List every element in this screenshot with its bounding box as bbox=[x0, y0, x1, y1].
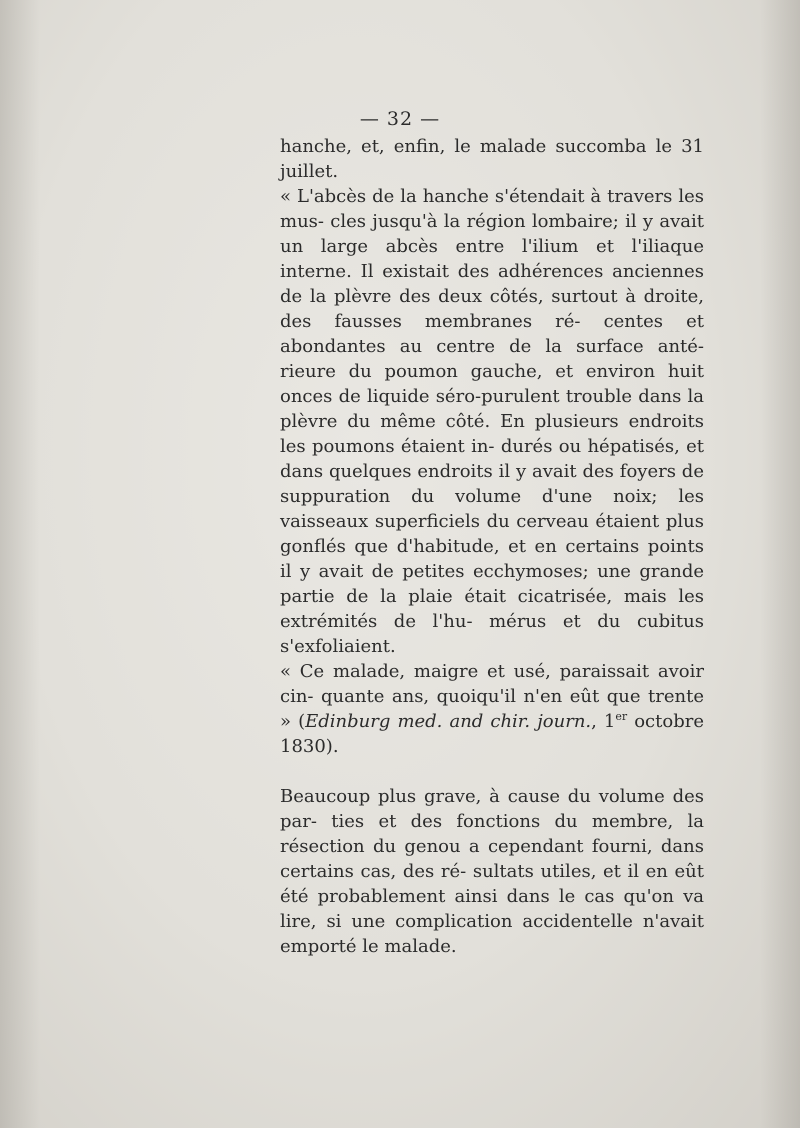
text-line: « Ce malade, maigre et usé, paraissait avoir cin- bbox=[280, 661, 704, 707]
text-line: mérus et du cubitus s'exfoliaient. bbox=[280, 611, 704, 657]
text-line: avait des foyers de suppuration du volume d'une bbox=[280, 461, 704, 507]
paragraph-1 bbox=[280, 134, 704, 184]
page-number: — 32 — bbox=[359, 108, 441, 130]
text-line: abcès entre l'ilium et l'iliaque interne. Il existait bbox=[280, 236, 705, 282]
body-text bbox=[280, 134, 704, 959]
text-line: y avait de petites ecchymoses; une grande partie de bbox=[280, 561, 704, 607]
text-line: la plaie était cicatrisée, mais les extrémités de l'hu- bbox=[280, 586, 704, 632]
citation-separator: , bbox=[591, 711, 604, 732]
text-line: quante ans, quoiqu'il n'en eût que trente » ( bbox=[280, 686, 704, 732]
page-edge-shadow-left bbox=[0, 0, 40, 1128]
text-line: durés ou hépatisés, et dans quelques endroits il y bbox=[280, 436, 704, 482]
page-edge-shadow-right bbox=[760, 0, 800, 1128]
text-line: « L'abcès de la hanche s'étendait à travers les mus- bbox=[280, 186, 704, 232]
text-line: plus gonflés que d'habitude, et en certains points il bbox=[280, 511, 704, 582]
paragraph-3 bbox=[280, 659, 704, 759]
paragraph-4 bbox=[280, 784, 704, 959]
text-line: Beaucoup plus grave, à cause du volume des par- bbox=[280, 786, 704, 832]
citation-journal: Edinburg bbox=[305, 711, 391, 732]
text-line: côté. En plusieurs endroits les poumons étaient in- bbox=[280, 411, 705, 457]
text-line: genou a cependant fourni, dans certains cas, des ré- bbox=[280, 836, 704, 882]
text-line: n'avait emporté le malade. bbox=[280, 911, 704, 957]
text-line: liquide séro-purulent trouble dans la plèvre du même bbox=[280, 386, 704, 432]
paragraph-2 bbox=[280, 184, 704, 659]
text-line: centes et abondantes au centre de la surface anté- bbox=[280, 311, 704, 357]
citation-date: octobre 1830). bbox=[280, 711, 704, 757]
text-line: hanche, et, enfin, le malade succomba le 31 juillet. bbox=[280, 136, 704, 182]
text-line: noix; les vaisseaux superficiels du cerveau étaient bbox=[280, 486, 704, 532]
citation-journal-cont: med. and chir. journ. bbox=[397, 711, 592, 732]
text-line: le cas qu'on va lire, si une complication accidentelle bbox=[280, 886, 704, 932]
text-line: côtés, surtout à droite, des fausses membranes ré- bbox=[280, 286, 704, 332]
citation-superscript: er bbox=[615, 710, 628, 723]
text-line: des adhérences anciennes de la plèvre des deux bbox=[280, 261, 704, 307]
text-line: ties et des fonctions du membre, la résection du bbox=[280, 811, 704, 857]
text-line: sultats utiles, et il en eût été probablement ainsi dans bbox=[280, 861, 704, 907]
text-line: rieure du poumon gauche, et environ huit onces de bbox=[280, 361, 704, 407]
citation-day: 1 bbox=[603, 711, 616, 732]
text-line: cles jusqu'à la région lombaire; il y avait un large bbox=[280, 211, 704, 257]
